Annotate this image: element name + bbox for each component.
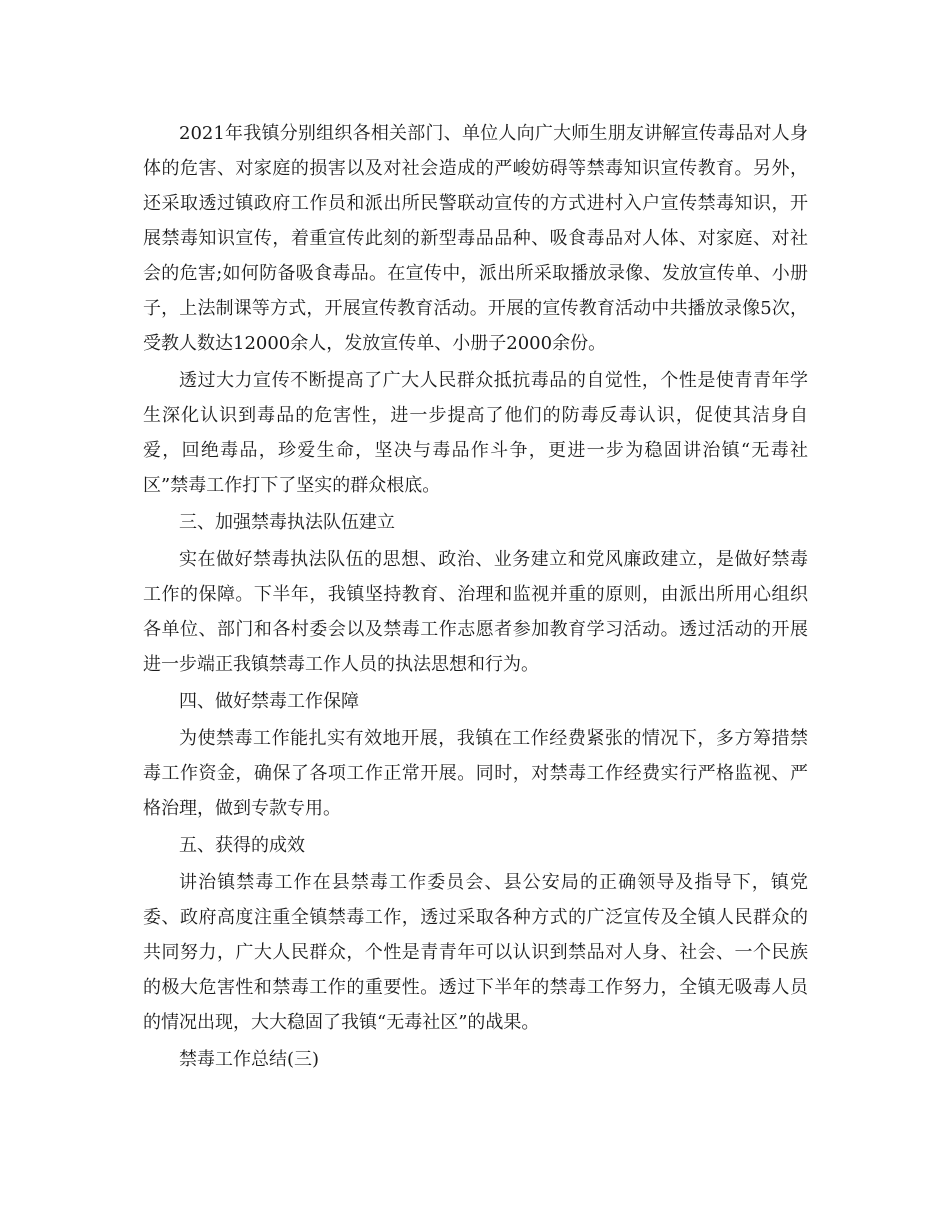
paragraph-funding: 为使禁毒工作能扎实有效地开展，我镇在工作经费紧张的情况下，多方筹措禁毒工作资金，确保了各项工作正常开展。同时，对禁毒工作经费实行严格监视、严格治理，做到专款专用。	[143, 728, 808, 819]
document-title-part-3: 禁毒工作总结(三)	[179, 1049, 320, 1070]
paragraph-publicity-2021: 2021年我镇分别组织各相关部门、单位人向广大师生朋友讲解宣传毒品对人身体的危害、对家庭的损害以及对社会造成的严峻妨碍等禁毒知识宣传教育。另外，还采取透过镇政府工作员和派出所民警联动宣传的方式进村入户宣传禁毒知识，开展禁毒知识宣传，着重宣传此刻的新型毒品品种、吸食毒品对人体、对家庭、对社会的危害;如何防备吸食毒品。在宣传中，派出所采取播放录像、发放宣传单、小册子，上法制课等方式，开展宣传教育活动。开展的宣传教育活动中共播放录像5次，受教人数达12000余人，发放宣传单、小册子2000余份。	[143, 123, 808, 354]
paragraph-publicity-effect: 透过大力宣传不断提高了广大人民群众抵抗毒品的自觉性，个性是使青青年学生深化认识到毒品的危害性，进一步提高了他们的防毒反毒认识，促使其洁身自爱，回绝毒品，珍爱生命，坚决与毒品作斗争，更进一步为稳固讲治镇“无毒社区”禁毒工作打下了坚实的群众根底。	[143, 370, 808, 496]
paragraph-results: 讲治镇禁毒工作在县禁毒工作委员会、县公安局的正确领导及指导下，镇党委、政府高度注重全镇禁毒工作，透过采取各种方式的广泛宣传及全镇人民群众的共同努力，广大人民群众，个性是青青年可以认识到禁品对人身、社会、一个民族的极大危害性和禁毒工作的重要性。透过下半年的禁毒工作努力，全镇无吸毒人员的情况出现，大大稳固了我镇“无毒社区”的战果。	[143, 872, 808, 1033]
paragraph-team-building: 实在做好禁毒执法队伍的思想、政治、业务建立和党风廉政建立，是做好禁毒工作的保障。下半年，我镇坚持教育、治理和监视并重的原则，由派出所用心组织各单位、部门和各村委会以及禁毒工作志愿者参加教育学习活动。透过活动的开展进一步端正我镇禁毒工作人员的执法思想和行为。	[143, 549, 808, 675]
section-heading-5: 五、获得的成效	[179, 835, 305, 856]
document-body	[143, 116, 808, 1079]
section-heading-3: 三、加强禁毒执法队伍建立	[179, 512, 395, 533]
section-heading-4: 四、做好禁毒工作保障	[179, 691, 359, 712]
